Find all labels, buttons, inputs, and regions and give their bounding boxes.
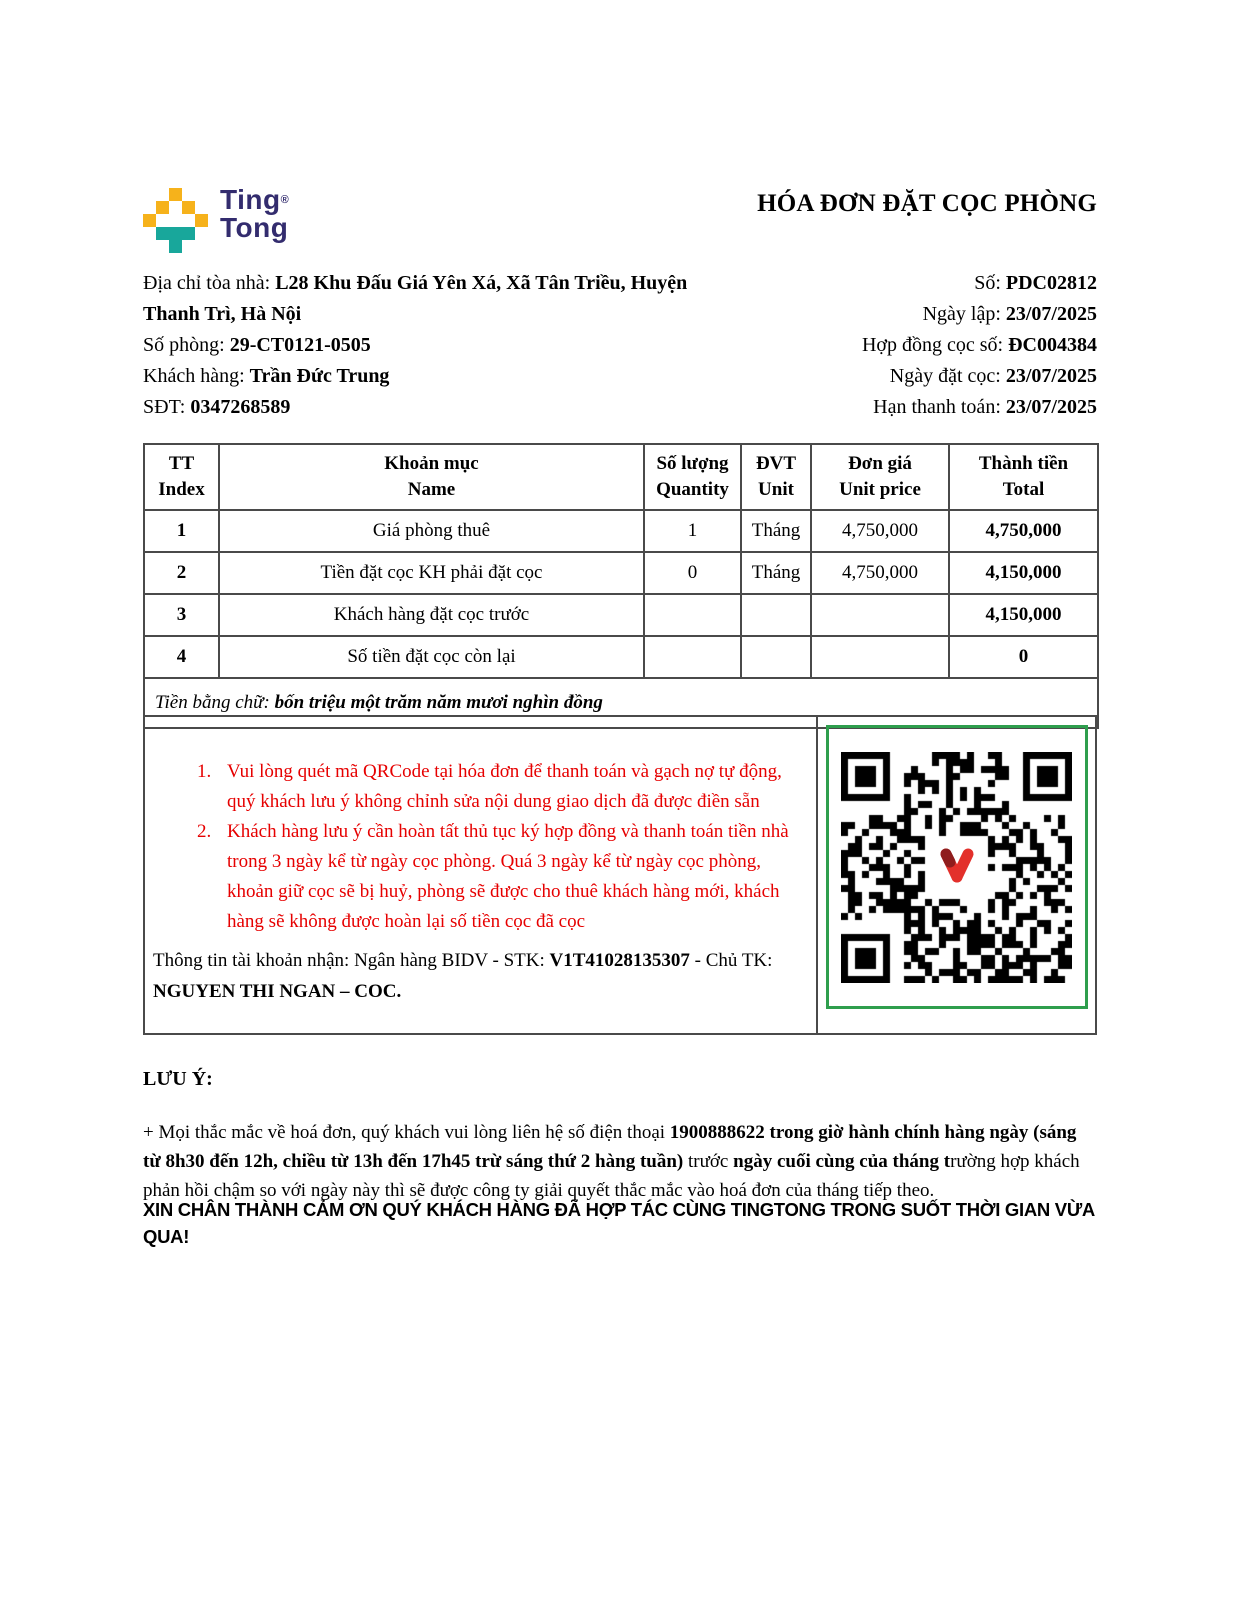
- due-date-label: Hạn thanh toán:: [873, 396, 1006, 418]
- invoice-numbers: [703, 268, 1097, 423]
- amount-in-words-value: bốn triệu một trăm năm mươi nghìn đồng: [274, 692, 603, 713]
- notice-paragraph: [143, 1118, 1097, 1205]
- cell-name: Giá phòng thuê: [219, 510, 644, 552]
- room-number-value: 29-CT0121-0505: [229, 334, 371, 356]
- brand-line2: Tong: [220, 212, 289, 243]
- cell-quantity: [644, 594, 741, 636]
- cell-total: 4,150,000: [949, 594, 1098, 636]
- building-address-value: L28 Khu Đấu Giá Yên Xá, Xã Tân Triều, Huyện Thanh Trì, Hà Nội: [143, 272, 688, 325]
- tingtong-wordmark: [220, 186, 289, 241]
- col-header-quantity: Số lượng Quantity: [644, 444, 741, 510]
- cell-quantity: 1: [644, 510, 741, 552]
- col-header-total: Thành tiền Total: [949, 444, 1098, 510]
- logo-pixel: [169, 240, 182, 253]
- logo-pixel: [143, 214, 156, 227]
- cell-unit: [741, 594, 811, 636]
- cell-unit-price: [811, 636, 949, 678]
- customer-info: [143, 268, 703, 423]
- room-number-label: Số phòng:: [143, 334, 230, 356]
- phone-value: 0347268589: [190, 396, 291, 418]
- cell-unit-price: [811, 594, 949, 636]
- cell-quantity: 0: [644, 552, 741, 594]
- list-item-text: Vui lòng quét mã QRCode tại hóa đơn để thanh toán và gạch nợ tự động, quý khách lưu ý không chỉnh sửa nội dung giao dịch đã được điền sẵn: [227, 761, 782, 812]
- logo-pixel: [156, 227, 195, 240]
- cell-index: 2: [144, 552, 219, 594]
- logo-pixel: [169, 188, 182, 201]
- bank-name: Ngân hàng BIDV: [354, 950, 488, 971]
- col-header-unit-price: Đơn giá Unit price: [811, 444, 949, 510]
- table-header-row: [144, 444, 1098, 510]
- list-item-number: 1.: [197, 761, 212, 782]
- cell-quantity: [644, 636, 741, 678]
- payment-notes-box: [143, 715, 1097, 1035]
- notice-text: trước: [683, 1151, 734, 1172]
- amount-in-words-label: Tiền bằng chữ:: [155, 692, 275, 713]
- page-title: HÓA ĐƠN ĐẶT CỌC PHÒNG: [757, 190, 1097, 217]
- separator: - STK:: [487, 950, 550, 971]
- due-date-value: 23/07/2025: [1005, 396, 1097, 418]
- tingtong-logo-icon: [143, 188, 208, 253]
- account-number: V1T41028135307: [549, 950, 690, 971]
- issue-date-value: 23/07/2025: [1005, 303, 1097, 325]
- invoice-meta: [143, 268, 1097, 423]
- logo-pixel: [182, 201, 195, 214]
- table-row: [144, 510, 1098, 552]
- notice-heading: LƯU Ý:: [143, 1068, 213, 1090]
- thank-you-message: XIN CHÂN THÀNH CẢM ƠN QUÝ KHÁCH HÀNG ĐÃ HỢP TÁC CÙNG TINGTONG TRONG SUỐT THỜI GIAN VỪA QUA!: [143, 1199, 1095, 1247]
- deadline-text: ngày cuối cùng của tháng t: [733, 1151, 951, 1172]
- notice-text: + Mọi thắc mắc về hoá đơn, quý khách vui lòng liên hệ số điện thoại: [143, 1122, 670, 1143]
- invoice-number-value: PDC02812: [1005, 272, 1097, 294]
- account-holder: NGUYEN THI NGAN – COC.: [153, 981, 402, 1002]
- col-header-name: Khoản mục Name: [219, 444, 644, 510]
- registered-mark: ®: [280, 194, 290, 206]
- deposit-date-label: Ngày đặt cọc:: [889, 365, 1006, 387]
- col-header-index: TT Index: [144, 444, 219, 510]
- logo-pixel: [156, 201, 169, 214]
- deposit-date-value: 23/07/2025: [1005, 365, 1097, 387]
- cell-index: 3: [144, 594, 219, 636]
- list-item-number: 2.: [197, 821, 212, 842]
- cell-total: 4,150,000: [949, 552, 1098, 594]
- customer-name-label: Khách hàng:: [143, 365, 250, 387]
- cell-unit: [741, 636, 811, 678]
- items-table: [143, 443, 1099, 729]
- table-row: [144, 552, 1098, 594]
- list-item-text: Khách hàng lưu ý cần hoàn tất thủ tục ký hợp đồng và thanh toán tiền nhà trong 3 ngày kể từ ngày cọc phòng. Quá 3 ngày kể từ ngày cọc phòng, khoản giữ cọc sẽ bị huỷ, phòng sẽ được cho thuê khách hàng mới, khách hàng sẽ không được hoàn lại số tiền cọc đã cọc: [227, 821, 789, 932]
- logo-pixel: [195, 214, 208, 227]
- cell-unit-price: 4,750,000: [811, 510, 949, 552]
- cell-name: Số tiền đặt cọc còn lại: [219, 636, 644, 678]
- notice-text: rường hợp khách phản hồi chậm so với ngày này thì sẽ được công ty giải quyết thắc mắc vào hoá đơn của tháng tiếp theo.: [143, 1151, 1080, 1201]
- cell-unit: Tháng: [741, 552, 811, 594]
- qr-panel: [818, 717, 1095, 1033]
- building-address-label: Địa chỉ tòa nhà:: [143, 272, 276, 294]
- cell-total: 0: [949, 636, 1098, 678]
- issue-date-label: Ngày lập:: [922, 303, 1006, 325]
- cell-unit: Tháng: [741, 510, 811, 552]
- cell-name: Khách hàng đặt cọc trước: [219, 594, 644, 636]
- invoice-number-label: Số:: [974, 272, 1006, 294]
- cell-unit-price: 4,750,000: [811, 552, 949, 594]
- brand-line1: Ting: [220, 184, 281, 215]
- hotline-number: 1900888622 trong giờ hành chính hàng ngày (sáng từ 8h30 đến 12h, chiều từ 13h đến 17h45 trừ sáng thứ 2 hàng tuần): [143, 1122, 1077, 1172]
- cell-index: 1: [144, 510, 219, 552]
- table-row: [144, 594, 1098, 636]
- list-item: [153, 757, 806, 817]
- cell-index: 4: [144, 636, 219, 678]
- contract-number-value: ĐC004384: [1008, 334, 1097, 356]
- customer-name-value: Trần Đức Trung: [249, 365, 390, 387]
- payment-notes: [145, 717, 818, 1033]
- notes-list: [153, 757, 806, 937]
- bank-label: Thông tin tài khoản nhận:: [153, 950, 355, 971]
- contract-number-label: Hợp đồng cọc số:: [861, 334, 1009, 356]
- list-item: [153, 817, 806, 937]
- bank-account-info: [153, 945, 798, 1007]
- phone-label: SĐT:: [143, 396, 191, 418]
- qr-frame: [826, 725, 1088, 1009]
- separator: - Chủ TK:: [689, 950, 773, 971]
- cell-name: Tiền đặt cọc KH phải đặt cọc: [219, 552, 644, 594]
- cell-total: 4,750,000: [949, 510, 1098, 552]
- col-header-unit: ĐVT Unit: [741, 444, 811, 510]
- table-row: [144, 636, 1098, 678]
- tingtong-logo: [143, 186, 289, 253]
- vietqr-v-icon: [931, 841, 983, 893]
